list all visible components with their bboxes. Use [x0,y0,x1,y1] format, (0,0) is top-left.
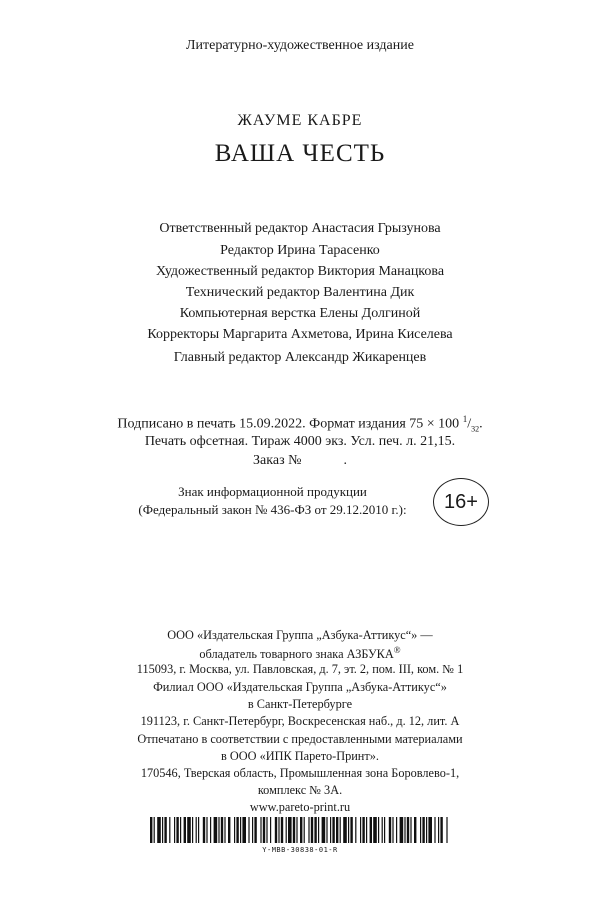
barcode-bar [234,817,235,843]
barcode-bar [434,817,435,843]
barcode-bar [221,817,223,843]
barcode-bar [370,817,372,843]
publisher-address: 115093, г. Москва, ул. Павловская, д. 7, эт. 2, пом. III, ком. № 1 [136,662,464,676]
barcode-bar [184,817,186,843]
barcode-bar [281,817,283,843]
barcode-bar [187,817,191,843]
credit-line: Главный редактор Александр Жикаренцев [173,350,427,365]
barcode-bar [382,817,383,843]
barcode-bar [154,817,155,843]
barcode-bar [192,817,193,843]
barcode-bar [206,817,207,843]
barcode-bar [286,817,287,843]
credit-line: Компьютерная верстка Елены Долгиной [179,306,421,321]
barcode-bar [304,817,305,843]
printer-website: www.pareto-print.ru [249,800,351,814]
barcode-bar [373,817,377,843]
edition-type: Литературно-художественное издание [186,38,414,53]
barcode-bar [438,817,439,843]
barcode-bar [224,817,225,843]
barcode-bar [360,817,361,843]
barcode-bar [218,817,219,843]
barcode-bar [428,817,432,843]
barcode-bar [198,817,199,843]
barcode [150,817,450,843]
barcode-bar [254,817,256,843]
barcode-bar [169,817,170,843]
barcode-bar [275,817,277,843]
barcode-bar [300,817,302,843]
print-info-line: Подписано в печать 15.09.2022. Формат издания 75 × 100 $^1/_{32}$. [117,414,483,434]
barcode-bar [263,817,265,843]
barcode-bar [296,817,297,843]
barcode-bar [203,817,205,843]
barcode-bar [278,817,279,843]
barcode-bar [322,817,326,843]
barcode-bar [180,817,181,843]
barcode-bar [404,817,405,843]
barcode-bar [350,817,352,843]
credit-line: Редактор Ирина Тарасенко [220,243,380,258]
barcode-bar [392,817,393,843]
barcode-bar [240,817,241,843]
barcode-bar [270,817,271,843]
credit-line: Ответственный редактор Анастасия Грызунова [159,221,441,236]
barcode-bar [162,817,163,843]
barcode-bar [326,817,327,843]
barcode-bar [366,817,367,843]
printer-line: Отпечатано в соответствии с предоставленными материалами [137,732,463,746]
credit-line: Технический редактор Валентина Дик [185,285,415,300]
info-product-label: Знак информационной продукции [178,484,367,499]
printer-line: в ООО «ИПК Парето-Принт». [221,749,379,763]
barcode-bar [150,817,152,843]
barcode-bar [396,817,397,843]
barcode-bar [252,817,253,843]
book-title: ВАША ЧЕСТЬ [214,140,386,167]
barcode-bar [288,817,292,843]
barcode-bar [242,817,246,843]
barcode-bar [400,817,404,843]
barcode-code: Y-MBB-30838-01-R [262,846,338,854]
barcode-bar [311,817,313,843]
barcode-bar [330,817,331,843]
barcode-bar [318,817,319,843]
barcode-bar [174,817,175,843]
barcode-bar [420,817,421,843]
barcode-bar [422,817,424,843]
barcode-bar [407,817,409,843]
barcode-bar [384,817,385,843]
barcode-bar [228,817,230,843]
federal-law-reference: (Федеральный закон № 436-ФЗ от 29.12.2010 г.): [138,502,407,517]
publisher-line: ООО «Издательская Группа „Азбука-Аттикус“» — [167,628,433,642]
barcode-bar [196,817,197,843]
barcode-bar [362,817,364,843]
barcode-bar [348,817,349,843]
barcode-bar [355,817,356,843]
barcode-bar [336,817,338,843]
barcode-bar [266,817,267,843]
branch-address: 191123, г. Санкт-Петербург, Воскресенская наб., д. 12, лит. А [140,714,460,728]
barcode-bar [343,817,347,843]
barcode-bar [236,817,238,843]
credit-line: Художественный редактор Виктория Манацкова [155,264,445,279]
printer-address: комплекс № 3А. [257,783,343,797]
printer-address: 170546, Тверская область, Промышленная зона Боровлево-1, [140,766,460,780]
barcode-bar [440,817,442,843]
barcode-bar [164,817,166,843]
publisher-line: в Санкт-Петербурге [247,697,353,711]
barcode-bar [176,817,178,843]
barcode-bar [210,817,211,843]
order-number-line: Заказ № . [253,453,347,468]
barcode-bar [308,817,309,843]
barcode-bar [426,817,427,843]
publisher-line: обладатель товарного знака АЗБУКА® [199,645,401,662]
barcode-bar [314,817,316,843]
barcode-bar [414,817,416,843]
barcode-bar [446,817,447,843]
barcode-bar [157,817,161,843]
author-name: ЖАУМЕ КАБРЕ [237,112,363,129]
barcode-bar [214,817,218,843]
barcode-bar [332,817,334,843]
age-rating-badge: 16+ [433,478,489,526]
credit-line: Корректоры Маргарита Ахметова, Ирина Киселева [147,327,453,342]
barcode-bar [378,817,379,843]
barcode-bar [389,817,391,843]
barcode-bar [410,817,411,843]
publisher-line: Филиал ООО «Издательская Группа „Азбука-Аттикус“» [153,680,447,694]
barcode-bar [260,817,261,843]
barcode-bar [293,817,295,843]
barcode-bar [248,817,249,843]
barcode-bar [340,817,341,843]
print-info-line: Печать офсетная. Тираж 4000 экз. Усл. печ. л. 21,15. [144,434,456,449]
